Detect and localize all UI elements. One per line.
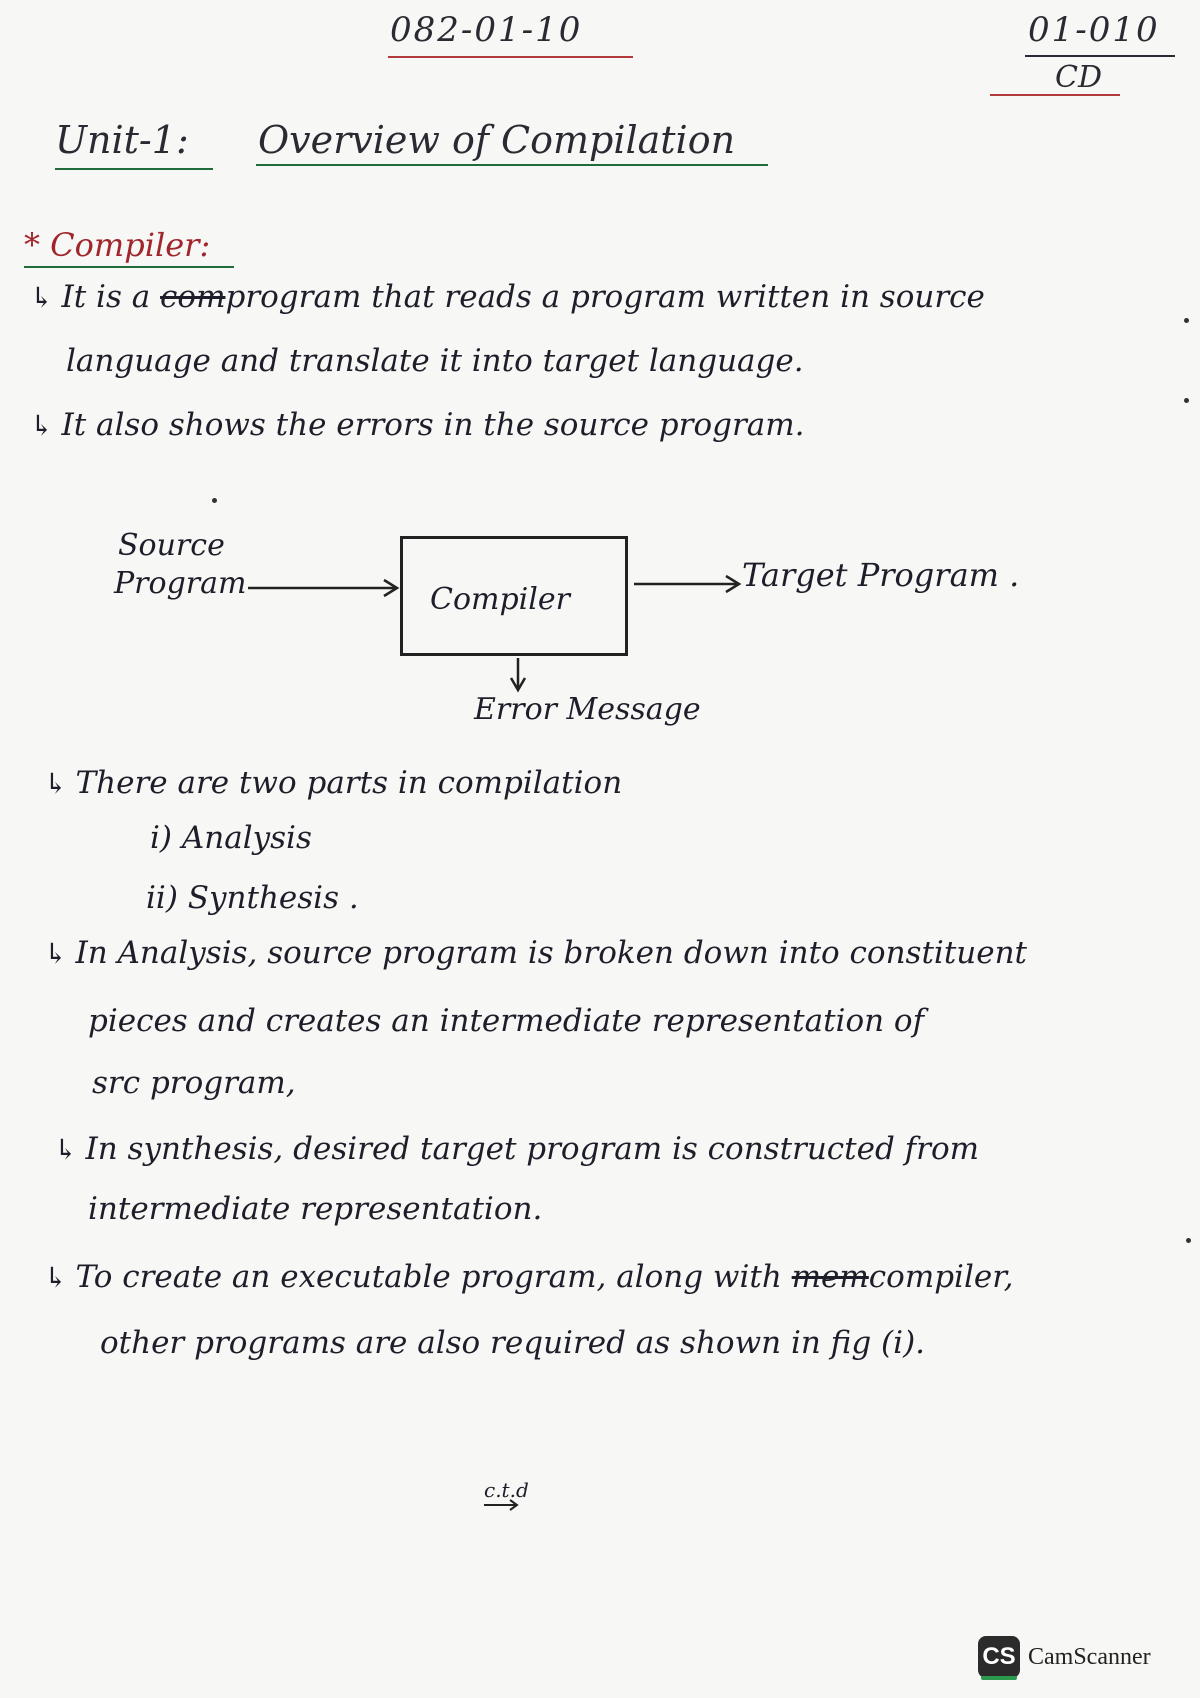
synthesis-line2: intermediate representation. — [88, 1191, 543, 1227]
diagram-output-label: Target Program . — [742, 556, 1020, 594]
margin-dot — [212, 498, 217, 503]
camscanner-logo-text: CamScanner — [1028, 1643, 1151, 1670]
continued-arrow-icon — [482, 1498, 522, 1512]
executable-line1-end: compiler, — [868, 1259, 1014, 1295]
diagram-input-label-line1: Source — [118, 528, 225, 563]
executable-line2: other programs are also required as shown in fig (i). — [100, 1325, 926, 1361]
margin-dot — [1184, 398, 1189, 403]
executable-line1-text: To create an executable program, along with — [75, 1259, 782, 1295]
struck-word: com — [160, 279, 226, 315]
subject-code: CD — [1055, 60, 1103, 95]
definition-rest: program that reads a program written in source — [225, 279, 985, 315]
unit-title: Overview of Compilation — [258, 118, 736, 162]
compiler-definition-line2: language and translate it into target language. — [66, 343, 804, 379]
bullet-arrow-icon: ↳ — [30, 409, 54, 442]
bullet-arrow-icon: ↳ — [44, 937, 68, 970]
analysis-line2: pieces and creates an intermediate representation of — [88, 1003, 925, 1039]
struck-word: mem — [791, 1259, 869, 1295]
bullet-arrow-icon: ↳ — [44, 1261, 68, 1294]
synthesis-line1-text: In synthesis, desired target program is constructed from — [85, 1131, 980, 1167]
continued-mark: c.t.d — [484, 1478, 529, 1502]
bullet-arrow-icon: ↳ — [44, 767, 68, 800]
margin-dot — [1184, 318, 1189, 323]
unit-label: Unit-1: — [55, 118, 189, 162]
diagram-error-label: Error Message — [474, 692, 701, 727]
page-date: 082-01-10 — [390, 10, 583, 50]
executable-line1 — [44, 1246, 1014, 1309]
diagram-input-label-line2: Program — [114, 566, 247, 601]
analysis-line3: src program, — [92, 1065, 296, 1101]
analysis-line1-text: In Analysis, source program is broken down into constituent — [75, 935, 1028, 971]
bullet-arrow-icon: ↳ — [30, 281, 54, 314]
errors-text: It also shows the errors in the source program. — [61, 407, 805, 443]
section-heading-compiler: * Compiler: — [24, 226, 211, 264]
list-item-analysis: i) Analysis — [150, 820, 312, 856]
bullet-arrow-icon: ↳ — [54, 1133, 78, 1166]
parts-intro — [44, 752, 622, 815]
compiler-box-label: Compiler — [430, 582, 570, 617]
camscanner-logo-icon — [978, 1636, 1020, 1678]
margin-dot — [1186, 1238, 1191, 1243]
camscanner-watermark — [978, 1636, 1151, 1678]
definition-prefix: It is a — [61, 279, 151, 315]
list-item-synthesis: ii) Synthesis . — [146, 880, 359, 916]
page-number: 01-010 — [1028, 10, 1160, 50]
synthesis-line1 — [54, 1118, 979, 1181]
parts-intro-text: There are two parts in compilation — [75, 765, 623, 801]
logo-badge-text: CS — [982, 1643, 1016, 1670]
analysis-line1 — [44, 922, 1027, 985]
